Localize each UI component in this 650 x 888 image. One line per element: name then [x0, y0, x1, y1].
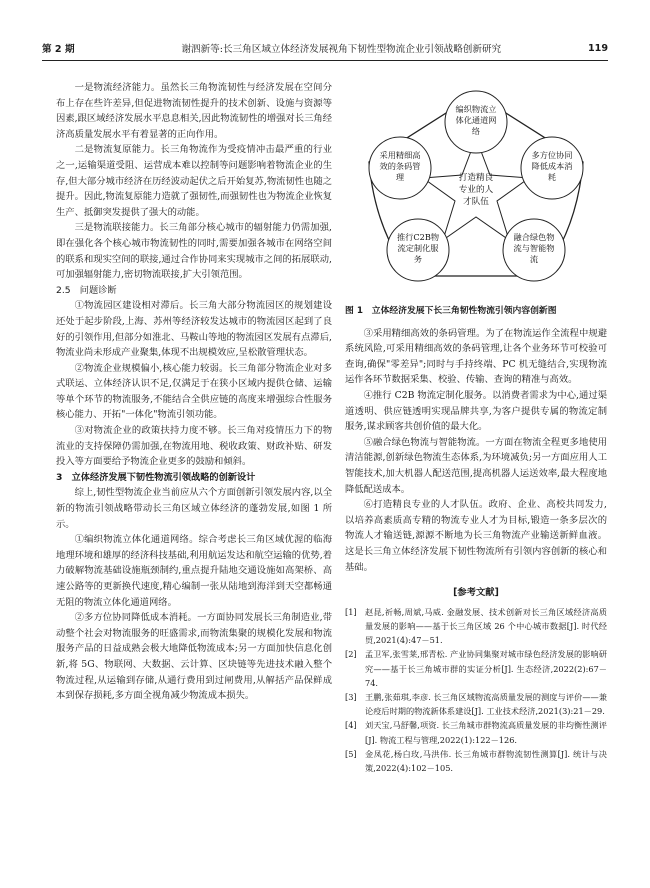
right-column	[345, 80, 607, 775]
issue-number: 第 2 期	[42, 44, 75, 55]
paragraph: 三是物流联接能力。长三角部分核心城市的辐射能力仍需加强,即在强化各个核心城市物流韧性的同时,需要加强各城市在网络空间的联系和现实空间的联接,通过合作协同来实现城市之间的拓展联动,可加强辐射能力,密切物流联接,扩大引领范围。	[56, 222, 332, 281]
paragraph: ③对物流企业的政策扶持力度不够。长三角对疫情压力下的物流业的支持保障仍需加强,在物流用地、税收政策、财政补贴、研发投入等方面要给予物流企业更多的鼓励和倾斜。	[56, 425, 332, 468]
paragraph: 二是物流复原能力。长三角物流作为受疫情冲击最严重的行业之一,运输渠道受阻、运营成本难以控制等问题影响着物流企业的生存,但大部分城市经济在历经波动起伏之后开始复苏,物流韧性也随之提升。因此,物流复原能力造就了强韧性,而强韧性也为物流企业恢复生产、抵御突发提供了强大的动能。	[56, 144, 332, 218]
reference-text: 王鹏,张茹琪,李彦. 长三角区域物流高质量发展的测度与评价——兼论疫后时期的物流新体系建设[J]. 工业技术经济,2021(3):21－29.	[365, 691, 607, 717]
page-header	[42, 40, 608, 56]
reference-text: 金凤花,杨白玫,马洪伟. 长三角城市群物流韧性测算[J]. 统计与决策,2022(4):102－105.	[365, 748, 607, 773]
figure-caption: 图 1 立体经济发展下长三角韧性物流引领内容创新图	[345, 306, 557, 316]
paragraph: ②物流企业规模偏小,核心能力较弱。长三角部分物流企业对多式联运、立体经济认识不足,仅满足于在狭小区域内提供仓储、运输等单个环节的物流服务,不能结合全供应链的高度来增强综合性服务核心能力、开拓"一体化"物流引领功能。	[56, 362, 332, 421]
node-label-top: 编织物流立体化通道网络	[455, 104, 497, 136]
paragraph: ⑥打造精良专业的人才队伍。政府、企业、高校共同发力,以培养高素质高专精的物流专业人才为目标,锻造一条多层次的物流人才输送链,源源不断地为长三角物流产业输送新鲜血液。这是长三角立体经济发展下韧性物流所有引领内容创新的核心和基础。	[345, 499, 607, 573]
reference-number: [3]	[345, 691, 357, 702]
node-label-bottom-left: 推行C2B物流定制化服务	[396, 232, 440, 264]
left-column	[56, 80, 332, 704]
reference-number: [1]	[345, 606, 357, 617]
reference-item	[345, 690, 607, 718]
header-rule	[42, 60, 608, 61]
paragraph: ③采用精细高效的条码管理。为了在物流运作全流程中规避系统风险,可采用精细高效的条码管理,让各个业务环节可校验可查询,确保"零差异";同时与手持终端、PC 机无缝结合,实现物流运作各环节数据采集、校验、传输、查询的精准与高效。	[345, 327, 607, 386]
paragraph: ①物流园区建设相对滞后。长三角大部分物流园区的规划建设还处于起步阶段,上海、苏州等经济较发达城市的物流园区起到了良好的引领作用,但部分如淮北、马鞍山等地的物流园区发展有点滞后,物流业尚未形成产业聚集,体现不出规模效应,呈松散管理状态。	[56, 300, 332, 359]
paragraph: ②多方位协同降低成本消耗。一方面协同发展长三角制造业,带动整个社会对物流服务的旺盛需求,而物流集聚的规模化发展和物流服务产品的日益成熟会极大地降低物流成本;另一方面加快信息化创新,将 5G、物联网、大数据、云计算、区块链等先进技术融入整个物流过程,从运输到存储,从通行费用到过闸费用,从解括产品保鲜成本到保存损耗,多方面全视角减少物流成本损失。	[56, 612, 332, 702]
references-title: [参考文献]	[453, 587, 499, 599]
reference-number: [2]	[345, 649, 357, 660]
section-heading-3: 3 立体经济发展下韧性物流引领战略的创新设计	[56, 471, 256, 483]
running-title: 谢泗新等:长三角区域立体经济发展视角下韧性型物流企业引领战略创新研究	[181, 44, 502, 55]
paragraph: ①编织物流立体化通道网络。综合考虑长三角区域优渥的临海地理环境和雄厚的经济科技基础,利用航运发达和航空运输的优势,着力破解物流基础设施瓶颈制约,重点提升陆地交通设施如高架桥、高速公路等的更新换代速度,精心编制一张从陆地到海洋到天空都畅通无阻的物流立体化通道网络。	[56, 534, 332, 608]
figure-1-diagram	[345, 80, 607, 298]
reference-item	[345, 718, 607, 746]
node-label-bottom-right: 融合绿色物流与智能物流	[513, 232, 555, 264]
paragraph: 综上,韧性型物流企业当前应从六个方面创新引领发展内容,以全新的物流引领战略带动长三角区域立体经济的蓬勃发展,如图 1 所示。	[56, 487, 332, 530]
reference-item	[345, 647, 607, 690]
section-heading-2-5: 2.5 问题诊断	[56, 284, 117, 296]
paragraph: ④推行 C2B 物流定制化服务。以消费者需求为中心,通过渠道透明、供应链透明实现品牌共享,为客户提供专属的物流定制服务,谋求顾客共创价值的最大化。	[345, 389, 607, 433]
paragraph: ⑤融合绿色物流与智能物流。一方面在物流全程更多地使用清洁能源,创新绿色物流生态体系,为环境减负;另一方面应用人工智能技术,加大机器人配送范围,提高机器人运送效率,最大程度地降低配送成本。	[345, 436, 607, 495]
reference-text: 赵昆,祈畅,周斌,马威. 金融发展、技术创新对长三角区域经济高质量发展的影响——基于长三角区域 26 个中心城市数据[J]. 时代经贸,2021(4):47－51.	[365, 606, 607, 646]
reference-item	[345, 605, 607, 648]
page-number: 119	[587, 42, 608, 54]
reference-item	[345, 747, 607, 775]
reference-text: 刘天宝,马舒馨,项资. 长三角城市群物流高质量发展的非均衡性测评[J]. 物流工程与管理,2022(1):122－126.	[365, 720, 607, 745]
reference-number: [4]	[345, 720, 357, 731]
node-label-right: 多方位协同降低成本消耗	[531, 150, 573, 182]
reference-text: 孟卫军,张雪莱,邢青松. 产业协同集聚对城市绿色经济发展的影响研究——基于长三角城市群的实证分析[J]. 生态经济,2022(2):67－74.	[365, 649, 607, 688]
paragraph: 一是物流经济能力。虽然长三角物流韧性与经济发展在空间分布上存在些许差异,但促进物流韧性提升的技术创新、设施与资源等因素,跟区域经济发展水平息息相关,因此物流韧性的增强对长三角经济高质量发展水平有着显著的正向作用。	[56, 82, 332, 140]
center-label: 打造精良专业的人才队伍	[458, 173, 494, 207]
reference-number: [5]	[345, 748, 357, 759]
node-label-left: 采用精细高效的条码管理	[379, 150, 421, 182]
